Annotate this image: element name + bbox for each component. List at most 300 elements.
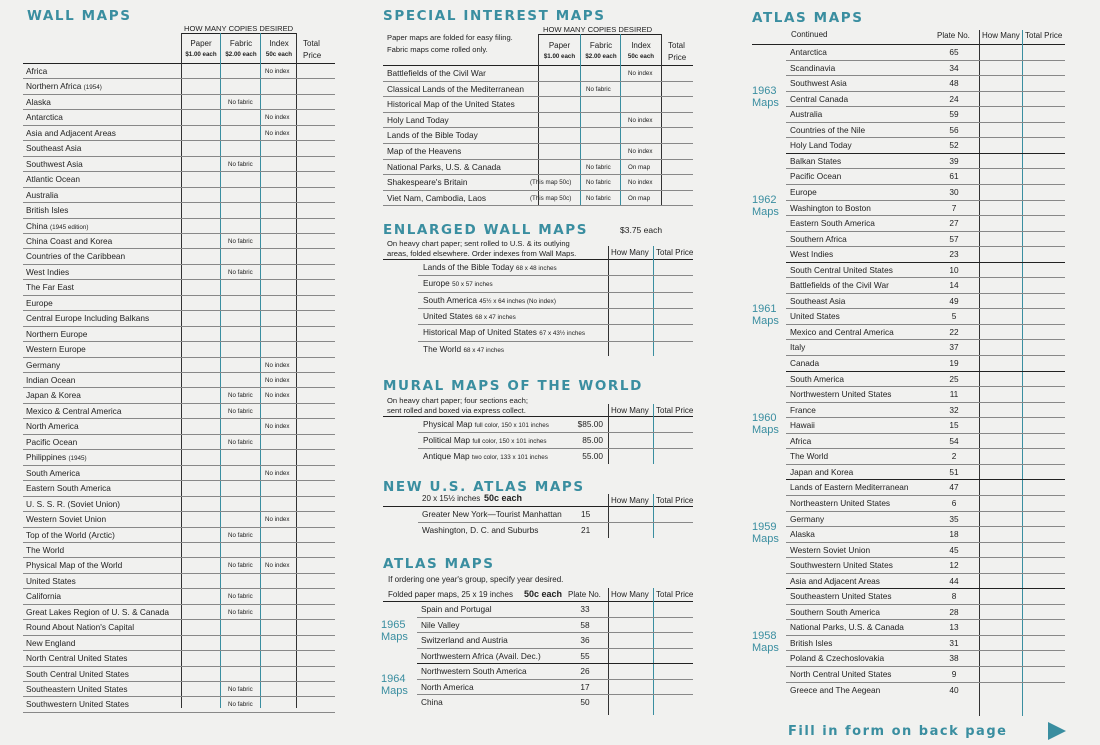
index-qty-field[interactable] (261, 372, 296, 387)
how-many-field[interactable] (609, 648, 653, 664)
index-qty-field[interactable] (261, 588, 296, 603)
total-price-field[interactable] (1023, 666, 1065, 682)
total-price-field[interactable] (1023, 153, 1065, 169)
total-price-field[interactable] (654, 308, 693, 324)
fabric-qty-field[interactable] (221, 449, 260, 464)
paper-qty-field[interactable] (182, 465, 220, 480)
total-price-field[interactable] (654, 617, 693, 633)
fabric-qty-field[interactable] (221, 387, 260, 402)
index-qty-field[interactable] (621, 159, 661, 175)
paper-qty-field[interactable] (182, 78, 220, 93)
index-qty-field[interactable] (621, 190, 661, 206)
fabric-qty-field[interactable] (221, 557, 260, 572)
total-price-field[interactable] (297, 125, 335, 140)
total-price-field[interactable] (297, 187, 335, 202)
total-price-field[interactable] (297, 681, 335, 696)
paper-qty-field[interactable] (182, 341, 220, 356)
total-price-field[interactable] (1023, 386, 1065, 402)
total-price-field[interactable] (654, 694, 693, 710)
index-qty-field[interactable] (261, 434, 296, 449)
fabric-qty-field[interactable] (581, 81, 620, 97)
fabric-qty-field[interactable] (221, 465, 260, 480)
total-price-field[interactable] (1023, 479, 1065, 495)
paper-qty-field[interactable] (182, 573, 220, 588)
total-price-field[interactable] (297, 619, 335, 634)
how-many-field[interactable] (980, 122, 1022, 138)
total-price-field[interactable] (1023, 339, 1065, 355)
index-qty-field[interactable] (261, 202, 296, 217)
how-many-field[interactable] (980, 666, 1022, 682)
paper-qty-field[interactable] (182, 511, 220, 526)
fabric-qty-field[interactable] (221, 403, 260, 418)
index-qty-field[interactable] (621, 96, 661, 112)
fabric-qty-field[interactable] (221, 248, 260, 263)
total-price-field[interactable] (1023, 137, 1065, 153)
total-price-field[interactable] (1023, 402, 1065, 418)
total-price-field[interactable] (297, 650, 335, 665)
paper-qty-field[interactable] (182, 434, 220, 449)
total-price-field[interactable] (1023, 122, 1065, 138)
total-price-field[interactable] (297, 78, 335, 93)
how-many-field[interactable] (609, 341, 653, 357)
total-price-field[interactable] (1023, 495, 1065, 511)
fabric-qty-field[interactable] (221, 310, 260, 325)
fabric-qty-field[interactable] (221, 542, 260, 557)
index-qty-field[interactable] (261, 94, 296, 109)
fabric-qty-field[interactable] (221, 496, 260, 511)
paper-qty-field[interactable] (539, 96, 580, 112)
index-qty-field[interactable] (261, 480, 296, 495)
paper-qty-field[interactable] (182, 604, 220, 619)
total-price-field[interactable] (1023, 619, 1065, 635)
total-price-field[interactable] (297, 357, 335, 372)
total-price-field[interactable] (297, 403, 335, 418)
total-price-field[interactable] (297, 218, 335, 233)
total-price-field[interactable] (654, 663, 693, 679)
index-qty-field[interactable] (261, 527, 296, 542)
index-qty-field[interactable] (261, 218, 296, 233)
total-price-field[interactable] (654, 416, 693, 432)
how-many-field[interactable] (980, 448, 1022, 464)
paper-qty-field[interactable] (539, 190, 580, 206)
paper-qty-field[interactable] (182, 403, 220, 418)
total-price-field[interactable] (1023, 464, 1065, 480)
total-price-field[interactable] (1023, 246, 1065, 262)
total-price-field[interactable] (1023, 91, 1065, 107)
how-many-field[interactable] (609, 275, 653, 291)
total-price-field[interactable] (297, 496, 335, 511)
how-many-field[interactable] (980, 402, 1022, 418)
how-many-field[interactable] (980, 262, 1022, 278)
index-qty-field[interactable] (261, 635, 296, 650)
total-price-field[interactable] (297, 604, 335, 619)
total-price-field[interactable] (1023, 511, 1065, 527)
total-price-field[interactable] (1023, 324, 1065, 340)
total-price-field[interactable] (297, 635, 335, 650)
paper-qty-field[interactable] (182, 542, 220, 557)
fabric-qty-field[interactable] (221, 372, 260, 387)
how-many-field[interactable] (980, 386, 1022, 402)
fabric-qty-field[interactable] (221, 202, 260, 217)
fabric-qty-field[interactable] (221, 218, 260, 233)
how-many-field[interactable] (980, 526, 1022, 542)
paper-qty-field[interactable] (539, 174, 580, 190)
fabric-qty-field[interactable] (221, 94, 260, 109)
paper-qty-field[interactable] (182, 635, 220, 650)
total-price-field[interactable] (662, 112, 693, 128)
total-price-field[interactable] (654, 679, 693, 695)
index-qty-field[interactable] (621, 65, 661, 81)
total-price-field[interactable] (297, 387, 335, 402)
total-price-field[interactable] (662, 127, 693, 143)
how-many-field[interactable] (980, 168, 1022, 184)
index-qty-field[interactable] (261, 233, 296, 248)
total-price-field[interactable] (1023, 448, 1065, 464)
fabric-qty-field[interactable] (581, 127, 620, 143)
how-many-field[interactable] (609, 432, 653, 448)
fabric-qty-field[interactable] (581, 112, 620, 128)
how-many-field[interactable] (609, 601, 653, 617)
how-many-field[interactable] (980, 650, 1022, 666)
index-qty-field[interactable] (261, 187, 296, 202)
total-price-field[interactable] (654, 292, 693, 308)
total-price-field[interactable] (297, 233, 335, 248)
total-price-field[interactable] (1023, 355, 1065, 371)
index-qty-field[interactable] (261, 171, 296, 186)
fabric-qty-field[interactable] (581, 159, 620, 175)
paper-qty-field[interactable] (182, 264, 220, 279)
how-many-field[interactable] (980, 91, 1022, 107)
how-many-field[interactable] (980, 75, 1022, 91)
index-qty-field[interactable] (261, 604, 296, 619)
paper-qty-field[interactable] (182, 681, 220, 696)
paper-qty-field[interactable] (182, 418, 220, 433)
index-qty-field[interactable] (261, 357, 296, 372)
fabric-qty-field[interactable] (221, 357, 260, 372)
how-many-field[interactable] (609, 308, 653, 324)
total-price-field[interactable] (1023, 200, 1065, 216)
total-price-field[interactable] (1023, 168, 1065, 184)
index-qty-field[interactable] (261, 341, 296, 356)
fabric-qty-field[interactable] (221, 666, 260, 681)
fabric-qty-field[interactable] (221, 418, 260, 433)
paper-qty-field[interactable] (182, 357, 220, 372)
fabric-qty-field[interactable] (221, 63, 260, 78)
total-price-field[interactable] (1023, 60, 1065, 76)
total-price-field[interactable] (662, 174, 693, 190)
index-qty-field[interactable] (261, 63, 296, 78)
fabric-qty-field[interactable] (221, 573, 260, 588)
how-many-field[interactable] (980, 417, 1022, 433)
total-price-field[interactable] (297, 202, 335, 217)
paper-qty-field[interactable] (539, 112, 580, 128)
how-many-field[interactable] (980, 479, 1022, 495)
fabric-qty-field[interactable] (581, 143, 620, 159)
paper-qty-field[interactable] (182, 279, 220, 294)
paper-qty-field[interactable] (182, 619, 220, 634)
fabric-qty-field[interactable] (581, 65, 620, 81)
total-price-field[interactable] (654, 601, 693, 617)
total-price-field[interactable] (662, 143, 693, 159)
total-price-field[interactable] (297, 418, 335, 433)
how-many-field[interactable] (980, 324, 1022, 340)
total-price-field[interactable] (297, 94, 335, 109)
paper-qty-field[interactable] (182, 449, 220, 464)
total-price-field[interactable] (297, 588, 335, 603)
paper-qty-field[interactable] (182, 696, 220, 711)
total-price-field[interactable] (1023, 277, 1065, 293)
how-many-field[interactable] (980, 542, 1022, 558)
index-qty-field[interactable] (261, 248, 296, 263)
total-price-field[interactable] (662, 159, 693, 175)
fabric-qty-field[interactable] (221, 279, 260, 294)
how-many-field[interactable] (609, 416, 653, 432)
total-price-field[interactable] (1023, 635, 1065, 651)
index-qty-field[interactable] (261, 542, 296, 557)
total-price-field[interactable] (1023, 75, 1065, 91)
fabric-qty-field[interactable] (221, 140, 260, 155)
total-price-field[interactable] (1023, 542, 1065, 558)
total-price-field[interactable] (297, 310, 335, 325)
how-many-field[interactable] (980, 137, 1022, 153)
total-price-field[interactable] (297, 449, 335, 464)
index-qty-field[interactable] (621, 81, 661, 97)
total-price-field[interactable] (654, 341, 693, 357)
fabric-qty-field[interactable] (221, 434, 260, 449)
how-many-field[interactable] (609, 617, 653, 633)
total-price-field[interactable] (654, 275, 693, 291)
paper-qty-field[interactable] (182, 387, 220, 402)
paper-qty-field[interactable] (182, 557, 220, 572)
fabric-qty-field[interactable] (221, 125, 260, 140)
index-qty-field[interactable] (261, 295, 296, 310)
how-many-field[interactable] (609, 694, 653, 710)
total-price-field[interactable] (297, 109, 335, 124)
index-qty-field[interactable] (261, 696, 296, 711)
fabric-qty-field[interactable] (221, 681, 260, 696)
paper-qty-field[interactable] (182, 109, 220, 124)
total-price-field[interactable] (297, 557, 335, 572)
total-price-field[interactable] (654, 448, 693, 464)
how-many-field[interactable] (980, 339, 1022, 355)
paper-qty-field[interactable] (182, 372, 220, 387)
how-many-field[interactable] (980, 573, 1022, 589)
index-qty-field[interactable] (261, 125, 296, 140)
total-price-field[interactable] (297, 465, 335, 480)
how-many-field[interactable] (980, 557, 1022, 573)
total-price-field[interactable] (1023, 573, 1065, 589)
total-price-field[interactable] (1023, 588, 1065, 604)
total-price-field[interactable] (654, 632, 693, 648)
fabric-qty-field[interactable] (581, 174, 620, 190)
paper-qty-field[interactable] (182, 94, 220, 109)
how-many-field[interactable] (980, 433, 1022, 449)
paper-qty-field[interactable] (182, 233, 220, 248)
fabric-qty-field[interactable] (221, 604, 260, 619)
index-qty-field[interactable] (261, 264, 296, 279)
total-price-field[interactable] (297, 279, 335, 294)
total-price-field[interactable] (654, 432, 693, 448)
how-many-field[interactable] (980, 682, 1022, 698)
how-many-field[interactable] (609, 679, 653, 695)
how-many-field[interactable] (609, 522, 653, 538)
total-price-field[interactable] (297, 140, 335, 155)
paper-qty-field[interactable] (182, 496, 220, 511)
fabric-qty-field[interactable] (221, 635, 260, 650)
index-qty-field[interactable] (261, 650, 296, 665)
how-many-field[interactable] (980, 511, 1022, 527)
total-price-field[interactable] (1023, 44, 1065, 60)
paper-qty-field[interactable] (182, 171, 220, 186)
paper-qty-field[interactable] (182, 310, 220, 325)
index-qty-field[interactable] (261, 681, 296, 696)
how-many-field[interactable] (609, 259, 653, 275)
how-many-field[interactable] (609, 448, 653, 464)
total-price-field[interactable] (297, 666, 335, 681)
paper-qty-field[interactable] (182, 140, 220, 155)
total-price-field[interactable] (1023, 682, 1065, 698)
fabric-qty-field[interactable] (221, 187, 260, 202)
total-price-field[interactable] (297, 542, 335, 557)
total-price-field[interactable] (662, 81, 693, 97)
paper-qty-field[interactable] (182, 650, 220, 665)
index-qty-field[interactable] (621, 127, 661, 143)
fabric-qty-field[interactable] (221, 341, 260, 356)
index-qty-field[interactable] (261, 418, 296, 433)
index-qty-field[interactable] (261, 511, 296, 526)
index-qty-field[interactable] (261, 403, 296, 418)
how-many-field[interactable] (980, 308, 1022, 324)
paper-qty-field[interactable] (182, 202, 220, 217)
how-many-field[interactable] (980, 184, 1022, 200)
paper-qty-field[interactable] (182, 326, 220, 341)
index-qty-field[interactable] (261, 156, 296, 171)
index-qty-field[interactable] (621, 143, 661, 159)
paper-qty-field[interactable] (182, 588, 220, 603)
total-price-field[interactable] (297, 248, 335, 263)
how-many-field[interactable] (980, 635, 1022, 651)
paper-qty-field[interactable] (539, 159, 580, 175)
how-many-field[interactable] (609, 632, 653, 648)
total-price-field[interactable] (297, 63, 335, 78)
total-price-field[interactable] (297, 341, 335, 356)
paper-qty-field[interactable] (182, 63, 220, 78)
total-price-field[interactable] (297, 696, 335, 711)
paper-qty-field[interactable] (182, 295, 220, 310)
fabric-qty-field[interactable] (221, 295, 260, 310)
total-price-field[interactable] (297, 372, 335, 387)
total-price-field[interactable] (1023, 526, 1065, 542)
index-qty-field[interactable] (261, 387, 296, 402)
how-many-field[interactable] (980, 153, 1022, 169)
total-price-field[interactable] (1023, 604, 1065, 620)
index-qty-field[interactable] (261, 465, 296, 480)
how-many-field[interactable] (609, 506, 653, 522)
paper-qty-field[interactable] (182, 527, 220, 542)
total-price-field[interactable] (1023, 184, 1065, 200)
how-many-field[interactable] (609, 292, 653, 308)
fabric-qty-field[interactable] (221, 511, 260, 526)
total-price-field[interactable] (297, 264, 335, 279)
index-qty-field[interactable] (261, 78, 296, 93)
how-many-field[interactable] (609, 324, 653, 340)
how-many-field[interactable] (980, 355, 1022, 371)
how-many-field[interactable] (980, 619, 1022, 635)
index-qty-field[interactable] (261, 666, 296, 681)
index-qty-field[interactable] (261, 140, 296, 155)
total-price-field[interactable] (654, 522, 693, 538)
how-many-field[interactable] (980, 106, 1022, 122)
paper-qty-field[interactable] (539, 143, 580, 159)
total-price-field[interactable] (297, 156, 335, 171)
paper-qty-field[interactable] (539, 65, 580, 81)
total-price-field[interactable] (1023, 231, 1065, 247)
index-qty-field[interactable] (261, 326, 296, 341)
fabric-qty-field[interactable] (221, 171, 260, 186)
total-price-field[interactable] (297, 511, 335, 526)
index-qty-field[interactable] (261, 496, 296, 511)
index-qty-field[interactable] (621, 112, 661, 128)
total-price-field[interactable] (297, 573, 335, 588)
total-price-field[interactable] (297, 434, 335, 449)
index-qty-field[interactable] (261, 109, 296, 124)
total-price-field[interactable] (297, 527, 335, 542)
paper-qty-field[interactable] (182, 248, 220, 263)
total-price-field[interactable] (662, 65, 693, 81)
how-many-field[interactable] (980, 200, 1022, 216)
paper-qty-field[interactable] (182, 125, 220, 140)
total-price-field[interactable] (662, 96, 693, 112)
total-price-field[interactable] (1023, 557, 1065, 573)
fabric-qty-field[interactable] (221, 326, 260, 341)
total-price-field[interactable] (1023, 215, 1065, 231)
fabric-qty-field[interactable] (221, 619, 260, 634)
paper-qty-field[interactable] (182, 218, 220, 233)
paper-qty-field[interactable] (182, 666, 220, 681)
fabric-qty-field[interactable] (221, 78, 260, 93)
total-price-field[interactable] (1023, 433, 1065, 449)
total-price-field[interactable] (297, 326, 335, 341)
fabric-qty-field[interactable] (221, 233, 260, 248)
total-price-field[interactable] (662, 190, 693, 206)
total-price-field[interactable] (1023, 417, 1065, 433)
paper-qty-field[interactable] (182, 480, 220, 495)
fabric-qty-field[interactable] (581, 190, 620, 206)
total-price-field[interactable] (1023, 293, 1065, 309)
fabric-qty-field[interactable] (221, 588, 260, 603)
total-price-field[interactable] (654, 259, 693, 275)
how-many-field[interactable] (980, 60, 1022, 76)
total-price-field[interactable] (297, 171, 335, 186)
how-many-field[interactable] (980, 588, 1022, 604)
how-many-field[interactable] (980, 495, 1022, 511)
total-price-field[interactable] (297, 480, 335, 495)
how-many-field[interactable] (980, 246, 1022, 262)
total-price-field[interactable] (654, 506, 693, 522)
index-qty-field[interactable] (261, 557, 296, 572)
how-many-field[interactable] (980, 464, 1022, 480)
total-price-field[interactable] (1023, 308, 1065, 324)
how-many-field[interactable] (980, 231, 1022, 247)
index-qty-field[interactable] (261, 573, 296, 588)
total-price-field[interactable] (654, 648, 693, 664)
how-many-field[interactable] (980, 215, 1022, 231)
paper-qty-field[interactable] (539, 127, 580, 143)
paper-qty-field[interactable] (182, 187, 220, 202)
total-price-field[interactable] (654, 324, 693, 340)
index-qty-field[interactable] (621, 174, 661, 190)
how-many-field[interactable] (980, 604, 1022, 620)
